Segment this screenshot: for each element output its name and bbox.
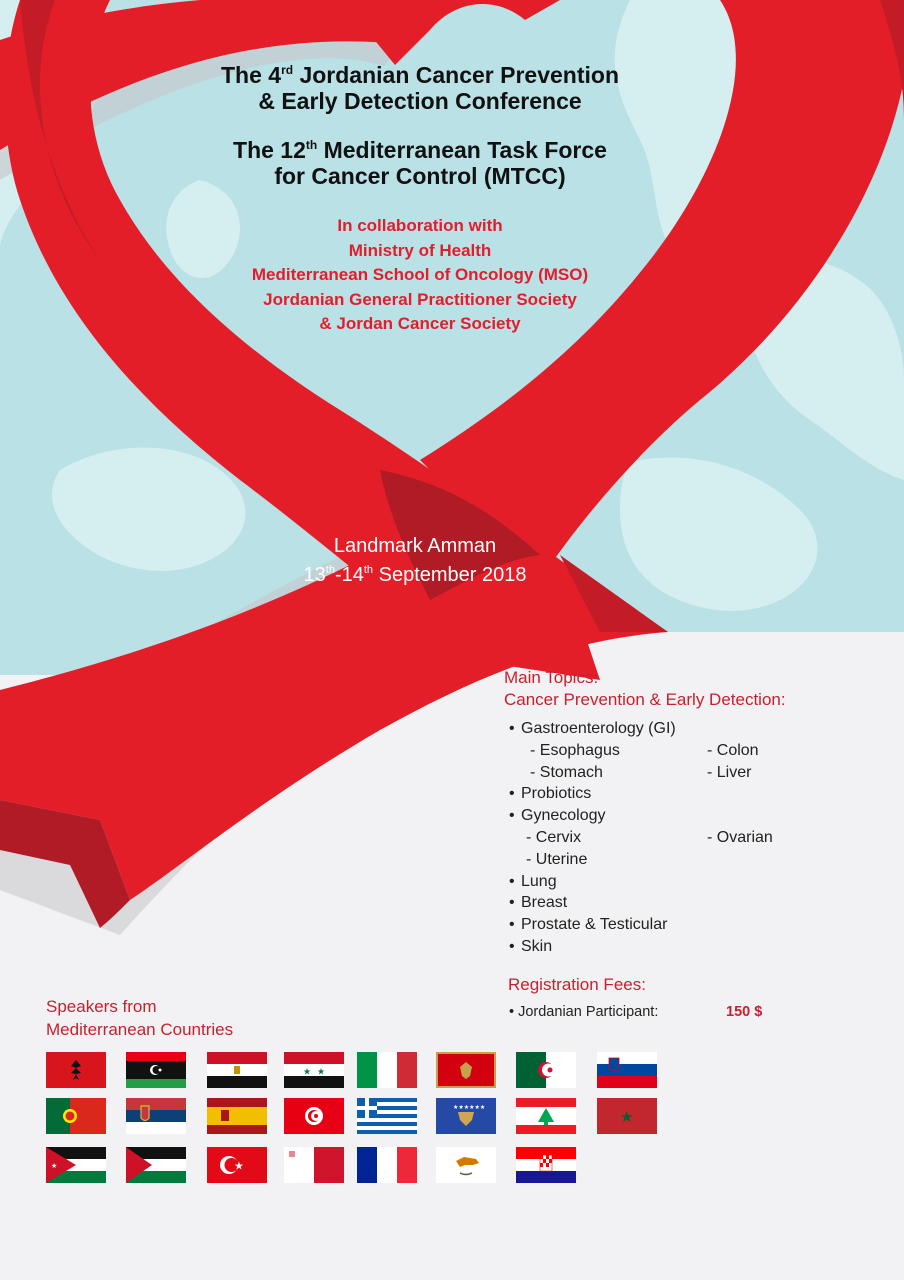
flag-slovenia	[597, 1052, 657, 1088]
registration-heading: Registration Fees:	[508, 975, 646, 994]
collaboration-list	[160, 214, 680, 337]
flag-morocco	[597, 1098, 657, 1134]
flag-libya	[126, 1052, 186, 1088]
title1-rest: Jordanian Cancer Prevention	[293, 62, 619, 88]
title1-line2: & Early Detection Conference	[258, 88, 582, 114]
speakers-line-1: Speakers from	[46, 997, 157, 1016]
date-sup1: th	[325, 564, 335, 576]
flag-albania	[46, 1052, 106, 1088]
flag-montenegro	[436, 1052, 496, 1088]
title1-prefix: The 4	[220, 62, 282, 88]
title1-sup: rd	[281, 63, 294, 77]
title2-line2: for Cancer Control (MTCC)	[274, 163, 566, 189]
flag-greece	[357, 1098, 417, 1134]
date-month-year: September 2018	[373, 564, 527, 586]
topics-list	[509, 718, 773, 958]
flag-syria	[284, 1052, 344, 1088]
date-day2: -14	[334, 564, 364, 586]
conference-title-2	[140, 137, 700, 189]
topics-heading-2: Cancer Prevention & Early Detection:	[504, 690, 786, 709]
collab-line: Ministry of Health	[348, 240, 492, 260]
svg-text:★: ★	[620, 1108, 634, 1126]
svg-text:★: ★	[234, 1159, 244, 1173]
flag-palestine	[126, 1147, 186, 1183]
svg-text:★: ★	[303, 1067, 312, 1078]
flag-malta	[284, 1147, 344, 1183]
flag-tunisia	[284, 1098, 344, 1134]
flag-portugal	[46, 1098, 106, 1134]
flag-egypt	[207, 1052, 267, 1088]
date-sup2: th	[363, 564, 374, 576]
flag-jordan	[46, 1147, 106, 1183]
list-item: - Cervix - Ovarian	[526, 828, 773, 846]
title2-prefix: The 12	[233, 137, 306, 163]
list-item: • Prostate & Testicular	[509, 916, 668, 934]
collab-line: Mediterranean School of Oncology (MSO)	[251, 265, 589, 284]
speakers-heading	[46, 995, 233, 1041]
flag-kosovo	[436, 1098, 496, 1134]
svg-text:★: ★	[51, 1162, 58, 1170]
collab-line: In collaboration with	[337, 216, 503, 235]
registration-fee: 150 $	[726, 1004, 763, 1020]
flag-cyprus	[436, 1147, 496, 1183]
svg-text:★★★★★★: ★★★★★★	[453, 1104, 486, 1111]
flag-turkey	[207, 1147, 267, 1183]
flag-croatia	[516, 1147, 576, 1183]
topics-heading-1: Main Topics:	[504, 668, 599, 687]
list-item: - Stomach - Liver	[530, 763, 752, 781]
conference-title-1	[140, 62, 700, 114]
list-item: - Uterine	[526, 850, 588, 868]
venue-block	[220, 532, 610, 590]
list-item: • Probiotics	[509, 785, 592, 803]
collab-line: Jordanian General Practitioner Society	[263, 289, 577, 309]
list-item: • Gynecology	[509, 807, 606, 825]
list-item: • Breast	[509, 894, 568, 912]
flag-italy	[357, 1052, 417, 1088]
venue-dates	[220, 561, 610, 590]
list-item: • Lung	[509, 872, 557, 890]
date-day1: 13	[303, 564, 326, 586]
flag-algeria	[516, 1052, 576, 1088]
list-item: - Esophagus - Colon	[530, 741, 759, 759]
svg-text:★: ★	[317, 1067, 326, 1078]
title2-rest: Mediterranean Task Force	[317, 137, 607, 163]
flag-lebanon	[516, 1098, 576, 1134]
flag-spain	[207, 1098, 267, 1134]
flag-serbia	[126, 1098, 186, 1134]
venue-place: Landmark Amman	[333, 535, 497, 557]
registration-participant: • Jordanian Participant:	[509, 1004, 659, 1020]
list-item: • Skin	[509, 937, 553, 955]
title2-sup: th	[305, 138, 318, 152]
list-item: • Gastroenterology (GI)	[509, 720, 676, 737]
speakers-line-2: Mediterranean Countries	[46, 1020, 234, 1039]
flag-france	[357, 1147, 417, 1183]
collab-line: & Jordan Cancer Society	[319, 314, 521, 333]
topics-heading	[504, 667, 786, 711]
